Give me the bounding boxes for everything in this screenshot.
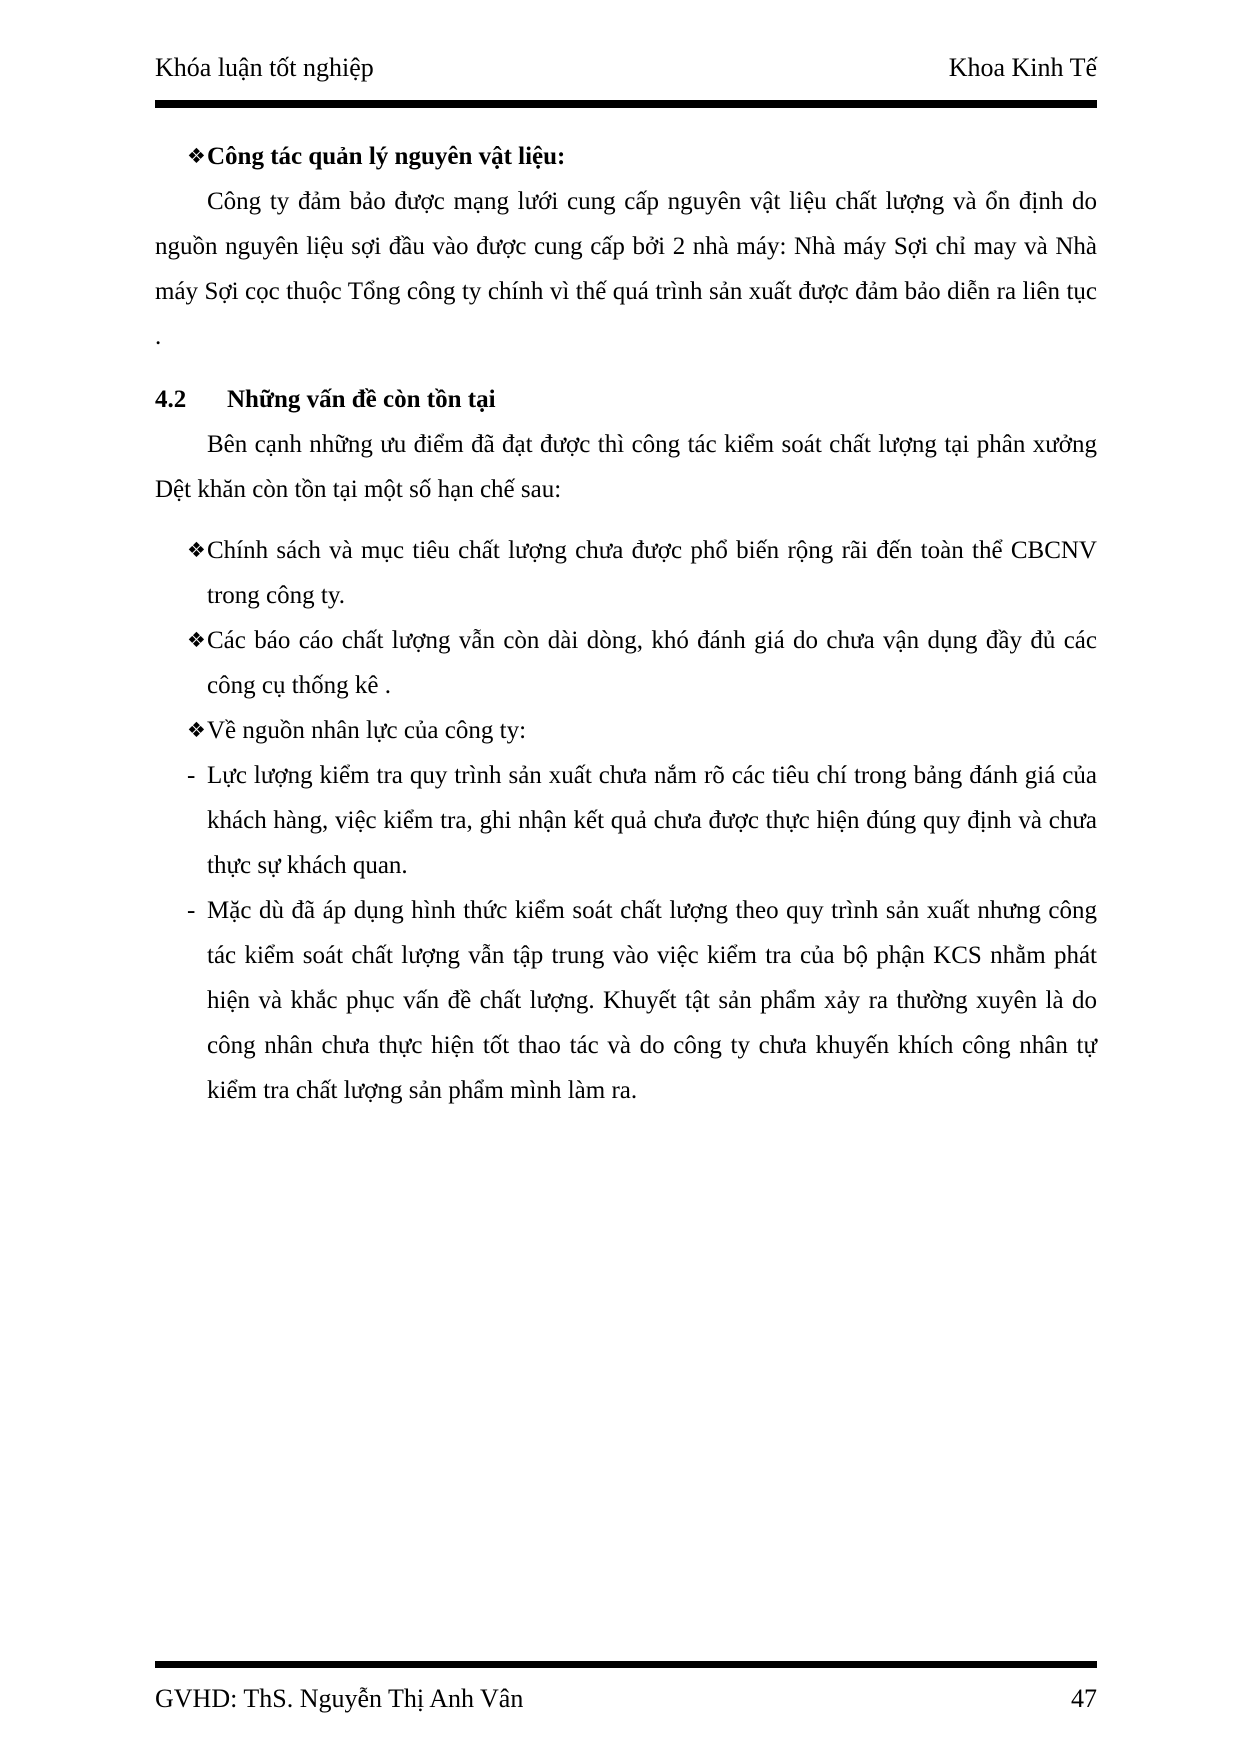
list-item	[155, 618, 1097, 708]
diamond-bullet-icon: ❖	[187, 538, 206, 562]
diamond-bullet-icon: ❖	[187, 718, 206, 742]
document-page	[155, 0, 1097, 1754]
diamond-bullet-icon: ❖	[187, 144, 206, 168]
list-item	[155, 708, 1097, 753]
dash-item-text: Lực lượng kiểm tra quy trình sản xuất chưa nắm rõ các tiêu chí trong bảng đánh giá của khách hàng, việc kiểm tra, ghi nhận kết quả chưa được thực hiện đúng quy định và chưa thực sự khách quan.	[207, 762, 1097, 879]
list-item	[155, 528, 1097, 618]
dash-bullet-icon: -	[187, 897, 196, 924]
diamond-item-text: Về nguồn nhân lực của công ty:	[207, 717, 527, 744]
list-item	[155, 753, 1097, 888]
section-42-heading-row	[155, 377, 1097, 422]
materials-heading-row	[155, 134, 1097, 179]
diamond-item-text: Các báo cáo chất lượng vẫn còn dài dòng, khó đánh giá do chưa vận dụng đầy đủ các công cụ thống kê .	[207, 627, 1097, 699]
issues-list	[155, 528, 1097, 1113]
materials-paragraph: Công ty đảm bảo được mạng lưới cung cấp nguyên vật liệu chất lượng và ổn định do nguồn nguyên liệu sợi đầu vào được cung cấp bởi 2 nhà máy: Nhà máy Sợi chỉ may và Nhà máy Sợi cọc thuộc Tổng công ty chính vì thế quá trình sản xuất được đảm bảo diễn ra liên tục .	[155, 188, 1097, 350]
header-rule	[155, 100, 1097, 108]
section-number: 4.2	[155, 386, 187, 413]
page-header	[155, 0, 1097, 84]
header-left-title: Khóa luận tốt nghiệp	[155, 53, 374, 82]
footer-rule	[155, 1661, 1097, 1668]
footer-advisor: GVHD: ThS. Nguyễn Thị Anh Vân	[155, 1684, 524, 1713]
section-42-intro-paragraph: Bên cạnh những ưu điểm đã đạt được thì công tác kiểm soát chất lượng tại phân xưởng Dệt khăn còn tồn tại một số hạn chế sau:	[155, 431, 1097, 503]
footer-row	[155, 1682, 1097, 1716]
footer-page-number: 47	[1071, 1684, 1097, 1713]
page-footer	[155, 1661, 1097, 1716]
diamond-item-text: Chính sách và mục tiêu chất lượng chưa được phổ biến rộng rãi đến toàn thể CBCNV trong công ty.	[207, 537, 1097, 609]
header-right-title: Khoa Kinh Tế	[948, 53, 1097, 82]
section-title: Những vấn đề còn tồn tại	[227, 386, 496, 413]
diamond-bullet-icon: ❖	[187, 628, 206, 652]
dash-bullet-icon: -	[187, 762, 196, 789]
document-body	[155, 134, 1097, 1113]
list-item	[155, 888, 1097, 1113]
dash-item-text: Mặc dù đã áp dụng hình thức kiểm soát chất lượng theo quy trình sản xuất nhưng công tác kiểm soát chất lượng vẫn tập trung vào việc kiểm tra của bộ phận KCS nhằm phát hiện và khắc phục vấn đề chất lượng. Khuyết tật sản phẩm xảy ra thường xuyên là do công nhân chưa thực hiện tốt thao tác và do công ty chưa khuyến khích công nhân tự kiểm tra chất lượng sản phẩm mình làm ra.	[207, 897, 1097, 1104]
materials-heading: Công tác quản lý nguyên vật liệu:	[207, 143, 566, 170]
